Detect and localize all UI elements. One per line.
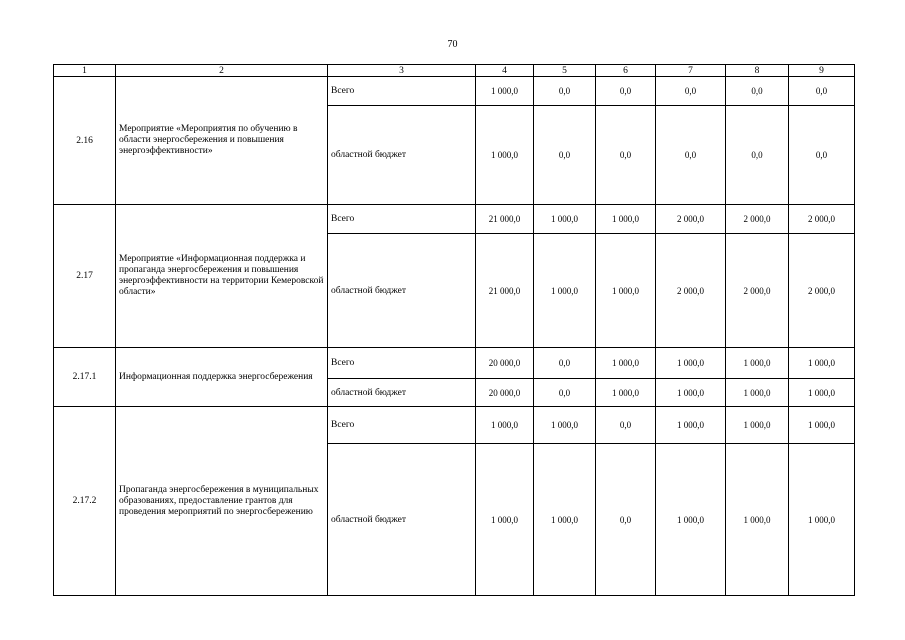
funding-value: 1 000,0 <box>476 106 534 205</box>
funding-value: 1 000,0 <box>476 407 534 444</box>
funding-value: 1 000,0 <box>596 379 656 407</box>
funding-value: 1 000,0 <box>789 379 855 407</box>
funding-value: 0,0 <box>534 106 596 205</box>
table-row <box>54 407 855 444</box>
funding-value: 1 000,0 <box>726 379 789 407</box>
funding-value: 1 000,0 <box>534 407 596 444</box>
funding-value: 20 000,0 <box>476 348 534 379</box>
funding-value: 2 000,0 <box>789 205 855 234</box>
funding-value: 1 000,0 <box>726 348 789 379</box>
measure-name: Мероприятие «Информационная поддержка и пропаганда энергосбережения и повышения энергоэффективности на территории Кемеровской области» <box>116 205 328 348</box>
funding-value: 0,0 <box>726 106 789 205</box>
measure-name: Мероприятие «Мероприятия по обучению в области энергосбережения и повышения энергоэффективности» <box>116 77 328 205</box>
column-number-header: 1 <box>54 65 116 77</box>
funding-source: областной бюджет <box>328 379 476 407</box>
column-number-header: 9 <box>789 65 855 77</box>
column-number-header: 2 <box>116 65 328 77</box>
table-row <box>54 205 855 234</box>
column-number-header: 3 <box>328 65 476 77</box>
funding-source: областной бюджет <box>328 234 476 348</box>
funding-value: 0,0 <box>534 77 596 106</box>
funding-value: 0,0 <box>789 106 855 205</box>
funding-value: 1 000,0 <box>656 348 726 379</box>
funding-value: 2 000,0 <box>726 234 789 348</box>
column-number-row <box>54 65 855 77</box>
funding-value: 0,0 <box>596 77 656 106</box>
funding-source: Всего <box>328 407 476 444</box>
funding-value: 1 000,0 <box>726 407 789 444</box>
column-number-header: 6 <box>596 65 656 77</box>
funding-source: областной бюджет <box>328 106 476 205</box>
funding-value: 1 000,0 <box>656 407 726 444</box>
funding-value: 1 000,0 <box>656 444 726 596</box>
page-number: 70 <box>447 39 458 50</box>
funding-value: 1 000,0 <box>656 379 726 407</box>
funding-value: 0,0 <box>596 106 656 205</box>
funding-value: 1 000,0 <box>596 234 656 348</box>
column-number-header: 5 <box>534 65 596 77</box>
funding-value: 0,0 <box>534 348 596 379</box>
funding-value: 1 000,0 <box>789 407 855 444</box>
funding-value: 2 000,0 <box>726 205 789 234</box>
funding-value: 1 000,0 <box>726 444 789 596</box>
funding-source: областной бюджет <box>328 444 476 596</box>
funding-value: 0,0 <box>656 106 726 205</box>
program-funding-table <box>53 64 855 596</box>
funding-value: 0,0 <box>656 77 726 106</box>
table-row <box>54 77 855 106</box>
funding-value: 1 000,0 <box>534 205 596 234</box>
funding-value: 1 000,0 <box>534 444 596 596</box>
funding-value: 1 000,0 <box>789 348 855 379</box>
funding-value: 2 000,0 <box>789 234 855 348</box>
funding-value: 1 000,0 <box>476 444 534 596</box>
funding-value: 0,0 <box>789 77 855 106</box>
measure-code: 2.16 <box>54 77 116 205</box>
funding-value: 1 000,0 <box>789 444 855 596</box>
funding-value: 1 000,0 <box>534 234 596 348</box>
funding-value: 20 000,0 <box>476 379 534 407</box>
measure-code: 2.17.1 <box>54 348 116 407</box>
measure-code: 2.17.2 <box>54 407 116 596</box>
column-number-header: 7 <box>656 65 726 77</box>
measure-code: 2.17 <box>54 205 116 348</box>
funding-value: 21 000,0 <box>476 205 534 234</box>
funding-value: 0,0 <box>726 77 789 106</box>
funding-value: 21 000,0 <box>476 234 534 348</box>
funding-value: 0,0 <box>596 407 656 444</box>
funding-source: Всего <box>328 77 476 106</box>
funding-source: Всего <box>328 205 476 234</box>
column-number-header: 4 <box>476 65 534 77</box>
table-row <box>54 348 855 379</box>
funding-value: 2 000,0 <box>656 205 726 234</box>
funding-value: 0,0 <box>534 379 596 407</box>
measure-name: Информационная поддержка энергосбережения <box>116 348 328 407</box>
measure-name: Пропаганда энергосбережения в муниципальных образованиях, предоставление грантов для проведения мероприятий по энергосбережению <box>116 407 328 596</box>
funding-value: 2 000,0 <box>656 234 726 348</box>
funding-value: 1 000,0 <box>596 348 656 379</box>
funding-source: Всего <box>328 348 476 379</box>
funding-value: 1 000,0 <box>596 205 656 234</box>
column-number-header: 8 <box>726 65 789 77</box>
funding-value: 1 000,0 <box>476 77 534 106</box>
funding-value: 0,0 <box>596 444 656 596</box>
